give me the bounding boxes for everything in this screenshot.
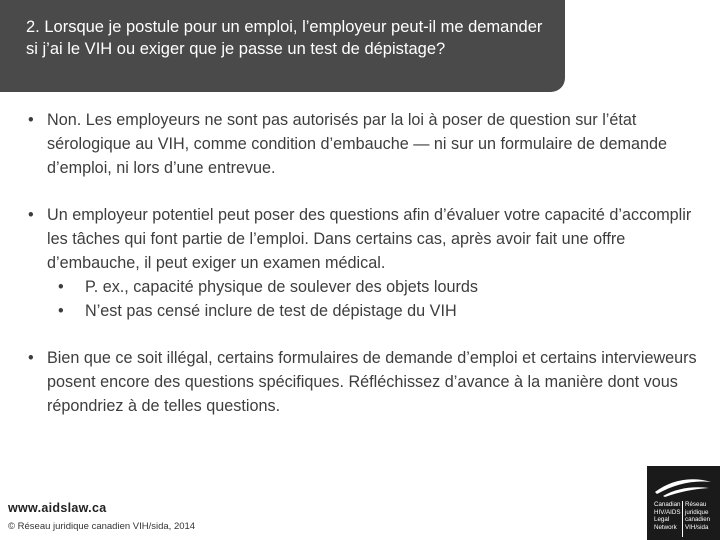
sub-bullet-item xyxy=(28,299,698,323)
bullet-item xyxy=(28,108,698,180)
slide-title: 2. Lorsque je postule pour un emploi, l’employeur peut-il me demander si j’ai le VIH ou exiger que je passe un test de dépistage? xyxy=(26,18,543,58)
organization-logo xyxy=(647,466,720,540)
slide-content xyxy=(28,108,698,418)
bullet-marker: • xyxy=(58,302,64,320)
title-bar xyxy=(0,0,565,92)
footer-url: www.aidslaw.ca xyxy=(8,501,107,515)
logo-divider xyxy=(682,501,683,537)
sub-bullet-text: N’est pas censé inclure de test de dépistage du VIH xyxy=(85,302,457,320)
bullet-marker: • xyxy=(28,111,34,129)
logo-text-french: Réseau juridique canadien VIH/sida xyxy=(685,501,711,531)
bullet-item xyxy=(28,203,698,275)
bullet-item xyxy=(28,346,698,418)
logo-text-english: Canadian HIV/AIDS Legal Network xyxy=(654,501,681,531)
footer-copyright: © Réseau juridique canadien VIH/sida, 2014 xyxy=(8,521,196,532)
bullet-marker: • xyxy=(28,349,34,367)
bullet-text: Bien que ce soit illégal, certains formulaires de demande d’emploi et certains intervieweurs posent encore des questions spécifiques. Réfléchissez d’avance à la manière dont vous répondriez à de telles questions. xyxy=(47,349,697,415)
swoosh-icon xyxy=(653,474,713,498)
bullet-text: Non. Les employeurs ne sont pas autorisés par la loi à poser de question sur l’état sérologique au VIH, comme condition d’embauche — ni sur un formulaire de demande d’emploi, ni lors d’une entrevue. xyxy=(47,111,667,177)
bullet-text: Un employeur potentiel peut poser des questions afin d’évaluer votre capacité d’accomplir les tâches qui font partie de l’emploi. Dans certains cas, après avoir fait une offre d’embauche, il peut exiger un examen médical. xyxy=(47,206,692,272)
bullet-marker: • xyxy=(28,206,34,224)
bullet-marker: • xyxy=(58,278,64,296)
sub-bullet-text: P. ex., capacité physique de soulever des objets lourds xyxy=(85,278,478,296)
sub-bullet-item xyxy=(28,275,698,299)
